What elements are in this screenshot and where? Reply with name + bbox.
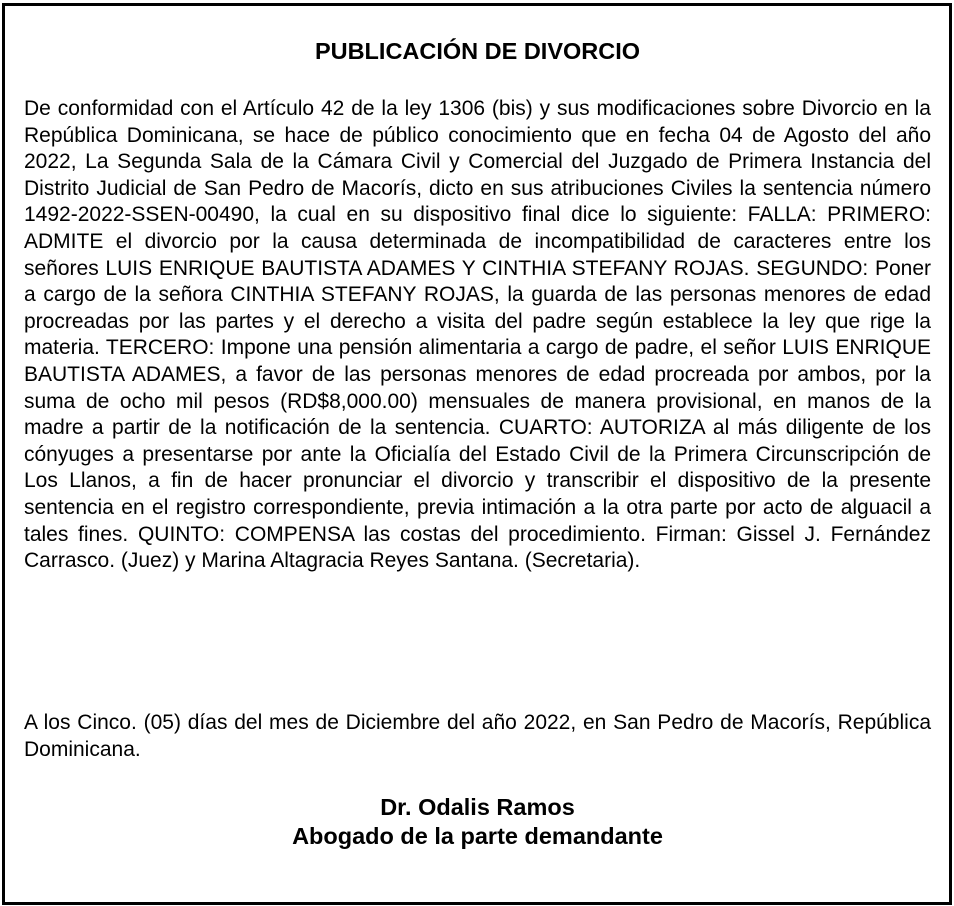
- signature-name: Dr. Odalis Ramos: [380, 794, 575, 820]
- notice-closing: A los Cinco. (05) días del mes de Diciembre del año 2022, en San Pedro de Macorís, República Dominicana.: [24, 711, 931, 761]
- signature-block: [24, 793, 931, 851]
- signature-role: Abogado de la parte demandante: [292, 823, 663, 849]
- notice-title: PUBLICACIÓN DE DIVORCIO: [314, 38, 641, 64]
- notice-border: [2, 3, 952, 905]
- notice-body: De conformidad con el Artículo 42 de la ley 1306 (bis) y sus modificaciones sobre Divorcio en la República Dominicana, se hace de público conocimiento que en fecha 04 de Agosto del año 2022, La Segunda Sala de la Cámara Civil y Comercial del Juzgado de Primera Instancia del Distrito Judicial de San Pedro de Macorís, dicto en sus atribuciones Civiles la sentencia número 1492-2022-SSEN-00490, la cual en su dispositivo final dice lo siguiente: FALLA: PRIMERO: ADMITE el divorcio por la causa determinada de incompatibilidad de caracteres entre los señores LUIS ENRIQUE BAUTISTA ADAMES Y CINTHIA STEFANY ROJAS. SEGUNDO: Poner a cargo de la señora CINTHIA STEFANY ROJAS, la guarda de las personas menores de edad procreadas por las partes y el derecho a visita del padre según establece la ley que rige la materia. TERCERO: Impone una pensión alimentaria a cargo de padre, el señor LUIS ENRIQUE BAUTISTA ADAMES, a favor de las personas menores de edad procreada por ambos, por la suma de ocho mil pesos (RD$8,000.00) mensuales de manera provisional, en manos de la madre a partir de la notificación de la sentencia. CUARTO: AUTORIZA al más diligente de los cónyuges a presentarse por ante la Oficialía del Estado Civil de la Primera Circunscripción de Los Llanos, a fin de hacer pronunciar el divorcio y transcribir el dispositivo de la presente sentencia en el registro correspondiente, previa intimación a la otra parte por acto de alguacil a tales fines. QUINTO: COMPENSA las costas del procedimiento. Firman: Gissel J. Fernández Carrasco. (Juez) y Marina Altagracia Reyes Santana. (Secretaria).: [24, 97, 931, 573]
